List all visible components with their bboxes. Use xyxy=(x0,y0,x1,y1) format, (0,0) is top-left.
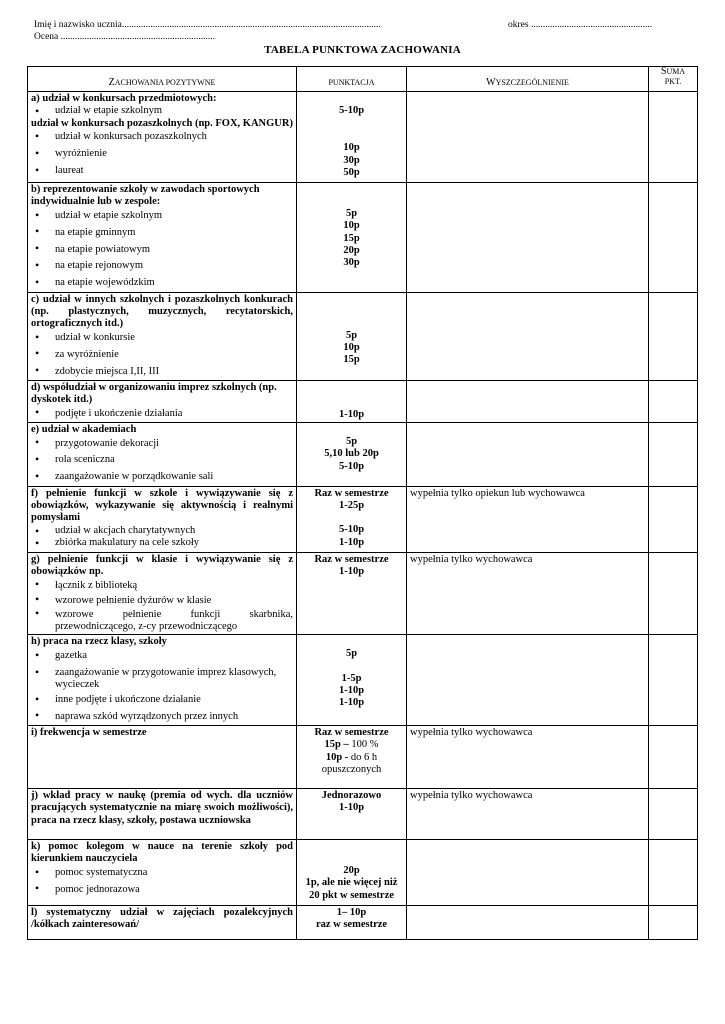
points-value: 50p xyxy=(343,166,360,178)
details-cell[interactable] xyxy=(407,635,649,726)
sum-cell[interactable] xyxy=(649,92,698,183)
list-item: • na etapie rejonowym xyxy=(31,259,293,276)
points-value: 5,10 lub 20p xyxy=(324,448,379,460)
points-cell xyxy=(297,905,407,939)
behavior-cell xyxy=(28,839,297,905)
points-condition: do 6 h xyxy=(350,751,378,763)
points-value: 10p - xyxy=(325,751,351,763)
row-title: k) pomoc kolegom w nauce na terenie szkoły pod kierunkiem nauczyciela xyxy=(31,840,293,865)
details-cell[interactable]: wypełnia tylko wychowawca xyxy=(407,552,649,635)
points-value: 1-10p xyxy=(338,685,365,697)
column-header-points: PUNKTACJA xyxy=(297,67,407,92)
details-cell[interactable] xyxy=(407,423,649,487)
points-value: 5-10p xyxy=(338,105,365,116)
points-value: 1p, ale nie więcej niż 20 pkt w semestrze xyxy=(305,877,398,901)
sum-cell[interactable] xyxy=(649,292,698,380)
table-row xyxy=(28,183,698,293)
points-value: 5-10p xyxy=(338,524,365,536)
list-item: • rola sceniczna xyxy=(31,453,293,470)
details-cell[interactable]: wypełnia tylko wychowawca xyxy=(407,788,649,839)
details-cell[interactable] xyxy=(407,905,649,939)
behavior-cell xyxy=(28,183,297,293)
row-title: h) praca na rzecz klasy, szkoły xyxy=(31,636,167,648)
list-item: • wyróżnienie xyxy=(31,147,293,164)
behavior-cell xyxy=(28,380,297,422)
table-row xyxy=(28,905,698,939)
points-value: 1-10p xyxy=(338,408,365,420)
points-value: raz w semestrze xyxy=(315,919,388,931)
details-cell[interactable]: wypełnia tylko opiekun lub wychowawca xyxy=(407,486,649,552)
points-cell xyxy=(297,292,407,380)
behavior-cell xyxy=(28,905,297,939)
sum-cell[interactable] xyxy=(649,423,698,487)
behavior-cell xyxy=(28,552,297,635)
points-value: Raz w semestrze xyxy=(314,487,389,499)
row-title: c) udział w innych szkolnych i pozaszkolnych konkurach (np. plastycznych, muzycznych, recytatorskich, ortograficznych itd.) xyxy=(31,293,293,330)
row-title: l) systematyczny udział w zajęciach pozalekcyjnych /kółkach zainteresowań/ xyxy=(31,906,293,931)
list-item: • zaangażowanie w przygotowanie imprez klasowych, wycieczek xyxy=(31,666,293,693)
points-cell xyxy=(297,635,407,726)
list-item: • na etapie gminnym xyxy=(31,225,293,242)
period-line[interactable]: okres ................................................... xyxy=(508,20,653,30)
table-row xyxy=(28,423,698,487)
sum-cell[interactable] xyxy=(649,183,698,293)
behavior-cell xyxy=(28,486,297,552)
list-item: • wzorowe pełnienie funkcji skarbnika, przewodniczącego, z-cy przewodniczącego xyxy=(31,607,293,634)
points-value: 30p xyxy=(343,257,360,269)
row-title: d) współudział w organizowaniu imprez szkolnych (np. dyskotek itd.) xyxy=(31,381,277,406)
table-row xyxy=(28,292,698,380)
points-value: 5p xyxy=(345,329,358,341)
points-value: 15p – xyxy=(324,739,352,751)
table-row xyxy=(28,380,698,422)
behavior-cell xyxy=(28,292,297,380)
student-name-line[interactable]: Imię i nazwisko ucznia............................................................................................................. xyxy=(34,20,381,30)
table-row xyxy=(28,552,698,635)
points-value: 10p xyxy=(343,142,360,154)
points-value: 5p xyxy=(345,436,358,448)
page-title: TABELA PUNKTOWA ZACHOWANIA xyxy=(264,44,461,56)
details-cell[interactable] xyxy=(407,839,649,905)
points-value: Raz w semestrze xyxy=(314,726,389,738)
points-value: 20p xyxy=(343,244,360,256)
row-title: i) frekwencja w semestrze xyxy=(31,726,147,738)
list-item: • pomoc systematyczna xyxy=(31,866,293,883)
details-cell[interactable] xyxy=(407,183,649,293)
table-header-row xyxy=(28,67,698,92)
list-item: • na etapie wojewódzkim xyxy=(31,276,293,291)
list-item: • zdobycie miejsca I,II, III xyxy=(31,364,293,379)
details-cell[interactable] xyxy=(407,380,649,422)
sum-cell[interactable] xyxy=(649,725,698,788)
points-value: Raz w semestrze xyxy=(314,553,389,565)
details-cell[interactable] xyxy=(407,292,649,380)
row-title: g) pełnienie funkcji w klasie i wywiązywanie się z obowiązków np. xyxy=(31,553,293,577)
table-row xyxy=(28,725,698,788)
points-value: 10p xyxy=(343,341,360,353)
points-value: Jednorazowo xyxy=(321,789,382,801)
points-cell xyxy=(297,92,407,183)
grade-line[interactable]: Ocena ................................................................. xyxy=(34,32,216,42)
points-cell xyxy=(297,788,407,839)
row-title: e) udział w akademiach xyxy=(31,424,137,436)
points-value: 15p xyxy=(343,354,360,366)
sum-cell[interactable] xyxy=(649,380,698,422)
list-item: • naprawa szkód wyrządzonych przez innych xyxy=(31,709,293,724)
points-value: 15p xyxy=(343,232,360,244)
table-row xyxy=(28,788,698,839)
points-value: 5-10p xyxy=(338,460,365,472)
list-item: • inne podjęte i ukończone działanie xyxy=(31,693,293,710)
points-value: 1-10p xyxy=(338,536,365,548)
points-value: 5p xyxy=(345,648,358,660)
points-condition: 100 % xyxy=(351,739,379,751)
list-item: • przygotowanie dekoracji xyxy=(31,436,293,453)
points-value: 1-25p xyxy=(338,499,365,511)
row-title: a) udział w konkursach przedmiotowych: xyxy=(31,93,217,104)
points-cell xyxy=(297,552,407,635)
table-row xyxy=(28,635,698,726)
row-title: j) wkład pracy w naukę (premia od wych. dla uczniów pracujących systematycznie na miarę swoich możliwości), praca na rzecz klasy, szkoły, postawa uczniowska xyxy=(31,789,293,826)
column-header-total: SUMA PKT. xyxy=(649,67,698,92)
points-cell xyxy=(297,380,407,422)
points-cell xyxy=(297,725,407,788)
behavior-cell xyxy=(28,725,297,788)
points-value: 30p xyxy=(343,154,360,166)
points-value: 20p xyxy=(343,864,360,876)
sum-cell[interactable] xyxy=(649,839,698,905)
points-condition: opuszczonych xyxy=(321,763,382,775)
column-header-positive-behaviors: ZACHOWANIA POZYTYWNE xyxy=(28,67,297,92)
table-row xyxy=(28,486,698,552)
points-cell xyxy=(297,183,407,293)
list-item: • podjęte i ukończenie działania xyxy=(31,406,293,421)
list-item: • udział w konkursach pozaszkolnych xyxy=(31,130,293,147)
points-value: 1– 10p xyxy=(336,906,367,918)
list-item: • pomoc jednorazowa xyxy=(31,882,293,899)
row-subtitle: udział w konkursach pozaszkolnych (np. FOX, KANGUR) xyxy=(31,117,293,129)
sum-cell[interactable] xyxy=(649,552,698,635)
points-value: 1-10p xyxy=(338,802,365,814)
behavior-cell xyxy=(28,423,297,487)
list-item: • udział w etapie szkolnym xyxy=(31,105,293,117)
row-title: b) reprezentowanie szkoły w zawodach sportowych indywidualnie lub w zespole: xyxy=(31,184,260,208)
sum-cell[interactable] xyxy=(649,635,698,726)
table-row xyxy=(28,839,698,905)
list-item: • udział w akcjach charytatywnych xyxy=(31,525,293,537)
behavior-cell xyxy=(28,788,297,839)
table-row xyxy=(28,92,698,183)
details-cell[interactable] xyxy=(407,92,649,183)
list-item: • laureat xyxy=(31,164,293,179)
points-value: 5p xyxy=(345,208,358,219)
list-item: • zbiórka makulatury na cele szkoły xyxy=(31,537,293,549)
sum-cell[interactable] xyxy=(649,486,698,552)
list-item: • wzorowe pełnienie dyżurów w klasie xyxy=(31,593,293,607)
sum-cell[interactable] xyxy=(649,788,698,839)
list-item: • udział w etapie szkolnym xyxy=(31,209,293,226)
list-item: • udział w konkursie xyxy=(31,331,293,348)
points-cell xyxy=(297,839,407,905)
sum-cell[interactable] xyxy=(649,905,698,939)
list-item: • za wyróżnienie xyxy=(31,347,293,364)
behavior-points-table xyxy=(27,66,698,940)
list-item: • zaangażowanie w porządkowanie sali xyxy=(31,470,293,485)
list-item: • gazetka xyxy=(31,649,293,666)
points-value: 10p xyxy=(343,220,360,232)
behavior-cell xyxy=(28,635,297,726)
row-title: f) pełnienie funkcji w szkole i wywiązywanie się z obowiązków, wykazywanie się aktywnością i realnymi pomysłami xyxy=(31,487,293,524)
column-header-details: WYSZCZEGÓLNIENIE xyxy=(407,67,649,92)
points-cell xyxy=(297,486,407,552)
points-value: 1-5p xyxy=(341,672,362,684)
list-item: • na etapie powiatowym xyxy=(31,242,293,259)
points-value: 1-10p xyxy=(338,697,365,709)
points-cell xyxy=(297,423,407,487)
list-item: • łącznik z biblioteką xyxy=(31,578,293,592)
points-value: 1-10p xyxy=(338,565,365,577)
behavior-cell xyxy=(28,92,297,183)
details-cell[interactable]: wypełnia tylko wychowawca xyxy=(407,725,649,788)
